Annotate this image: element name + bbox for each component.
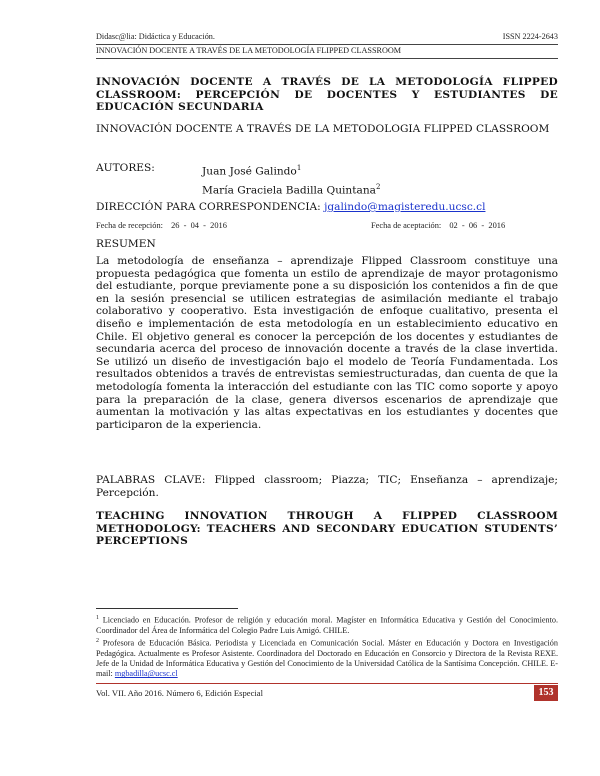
author-1-footnote-ref[interactable]: 1 <box>296 164 302 172</box>
received-value: 26 - 04 - 2016 <box>171 221 227 230</box>
footnote-2 <box>96 636 558 680</box>
abstract-heading: RESUMEN <box>96 238 156 250</box>
article-title: INNOVACIÓN DOCENTE A TRAVÉS DE LA METODOLOGÍA FLIPPED CLASSROOM: PERCEPCIÓN DE DOCENTES Y ESTUDIANTES DE EDUCACIÓN SECUNDARIA <box>96 76 558 114</box>
correspondence-email-link[interactable]: jgalindo@magisteredu.ucsc.cl <box>324 201 486 213</box>
article-subtitle: INNOVACIÓN DOCENTE A TRAVÉS DE LA METODOLOGIA FLIPPED CLASSROOM <box>96 123 550 135</box>
volume-info: Vol. VII. Año 2016. Número 6, Edición Especial <box>96 688 263 698</box>
footnote-2-text: Profesora de Educación Básica. Periodista y Licenciada en Comunicación Social. Máster en Educación y Doctora en Investigación Pedagógica. Actualmente es Profesor Asistente. Coordinadora del Doctorado en Educación en Consorcio y Directora de la Revista REXE. Jefe de la Unidad de Informática Educativa y Gestión del Conocimiento de la Universidad Católica de la Santísima Concepción. CHILE. E-mail: <box>96 638 558 679</box>
footnote-1 <box>96 613 558 636</box>
journal-name: Didasc@lia: Didáctica y Educación. <box>96 32 215 41</box>
correspondence-label: DIRECCIÓN PARA CORRESPONDENCIA: <box>96 201 321 213</box>
page-number: 153 <box>534 685 558 701</box>
correspondence <box>96 201 485 214</box>
header-rule-bottom <box>96 58 558 59</box>
footnote-1-mark: 1 <box>96 615 99 621</box>
accepted-label: Fecha de aceptación: <box>371 221 442 230</box>
author-2-footnote-ref[interactable]: 2 <box>375 183 381 191</box>
accepted-value: 02 - 06 - 2016 <box>449 221 506 230</box>
author-2-name: María Graciela Badilla Quintana <box>202 184 376 197</box>
english-title: TEACHING INNOVATION THROUGH A FLIPPED CLASSROOM METHODOLOGY: TEACHERS AND SECONDARY EDUCATION STUDENTS’ PERCEPTIONS <box>96 510 558 548</box>
received-label: Fecha de recepción: <box>96 221 163 230</box>
issn: ISSN 2224-2643 <box>502 32 558 41</box>
running-title: INNOVACIÓN DOCENTE A TRAVÉS DE LA METODOLOGÍA FLIPPED CLASSROOM <box>96 46 402 55</box>
accepted-date <box>371 221 505 230</box>
footnote-separator <box>96 608 238 609</box>
author-2 <box>202 181 380 197</box>
footnote-1-text: Licenciado en Educación. Profesor de religión y educación moral. Magíster en Informática Educativa y Gestión del Conocimiento. Coordinador del Área de Informática del Colegio Padre Luis Amigó. CHILE. <box>96 615 558 635</box>
footnote-2-email-link[interactable]: mgbadilla@ucsc.cl <box>114 669 178 679</box>
footnote-2-mark: 2 <box>96 638 99 644</box>
footer-rule <box>96 683 558 684</box>
header-rule-top <box>96 44 558 45</box>
author-1 <box>202 162 301 178</box>
received-date <box>96 221 227 230</box>
authors-label: AUTORES: <box>96 162 155 174</box>
author-1-name: Juan José Galindo <box>202 165 297 178</box>
abstract-text: La metodología de enseñanza – aprendizaje Flipped Classroom constituye una propuesta pedagógica que fomenta un estilo de aprendizaje de mayor protagonismo del estudiante, porque previamente pone a su disposición los contenidos a fin de que en la sesión presencial se utilicen estrategias de asimilación mediante el trabajo colaborativo y cooperativo. Esta investigación de enfoque cualitativo, presenta el diseño e implementación de esta metodología en un establecimiento educativo en Chile. El objetivo general es conocer la percepción de los docentes y estudiantes de secundaria acerca del proceso de innovación docente a través de la clase invertida. Se utilizó un diseño de investigación bajo el modelo de Teoría Fundamentada. Los resultados obtenidos a través de entrevistas semiestructuradas, dan cuenta de que la metodología fomenta la interacción del estudiante con las TIC como soporte y apoyo para la preparación de la clase, genera diversos escenarios de aprendizaje que aumentan la motivación y las altas expectativas en los estudiantes y docentes que participaron de la experiencia. <box>96 255 558 431</box>
keywords: PALABRAS CLAVE: Flipped classroom; Piazza; TIC; Enseñanza – aprendizaje; Percepción. <box>96 474 558 499</box>
